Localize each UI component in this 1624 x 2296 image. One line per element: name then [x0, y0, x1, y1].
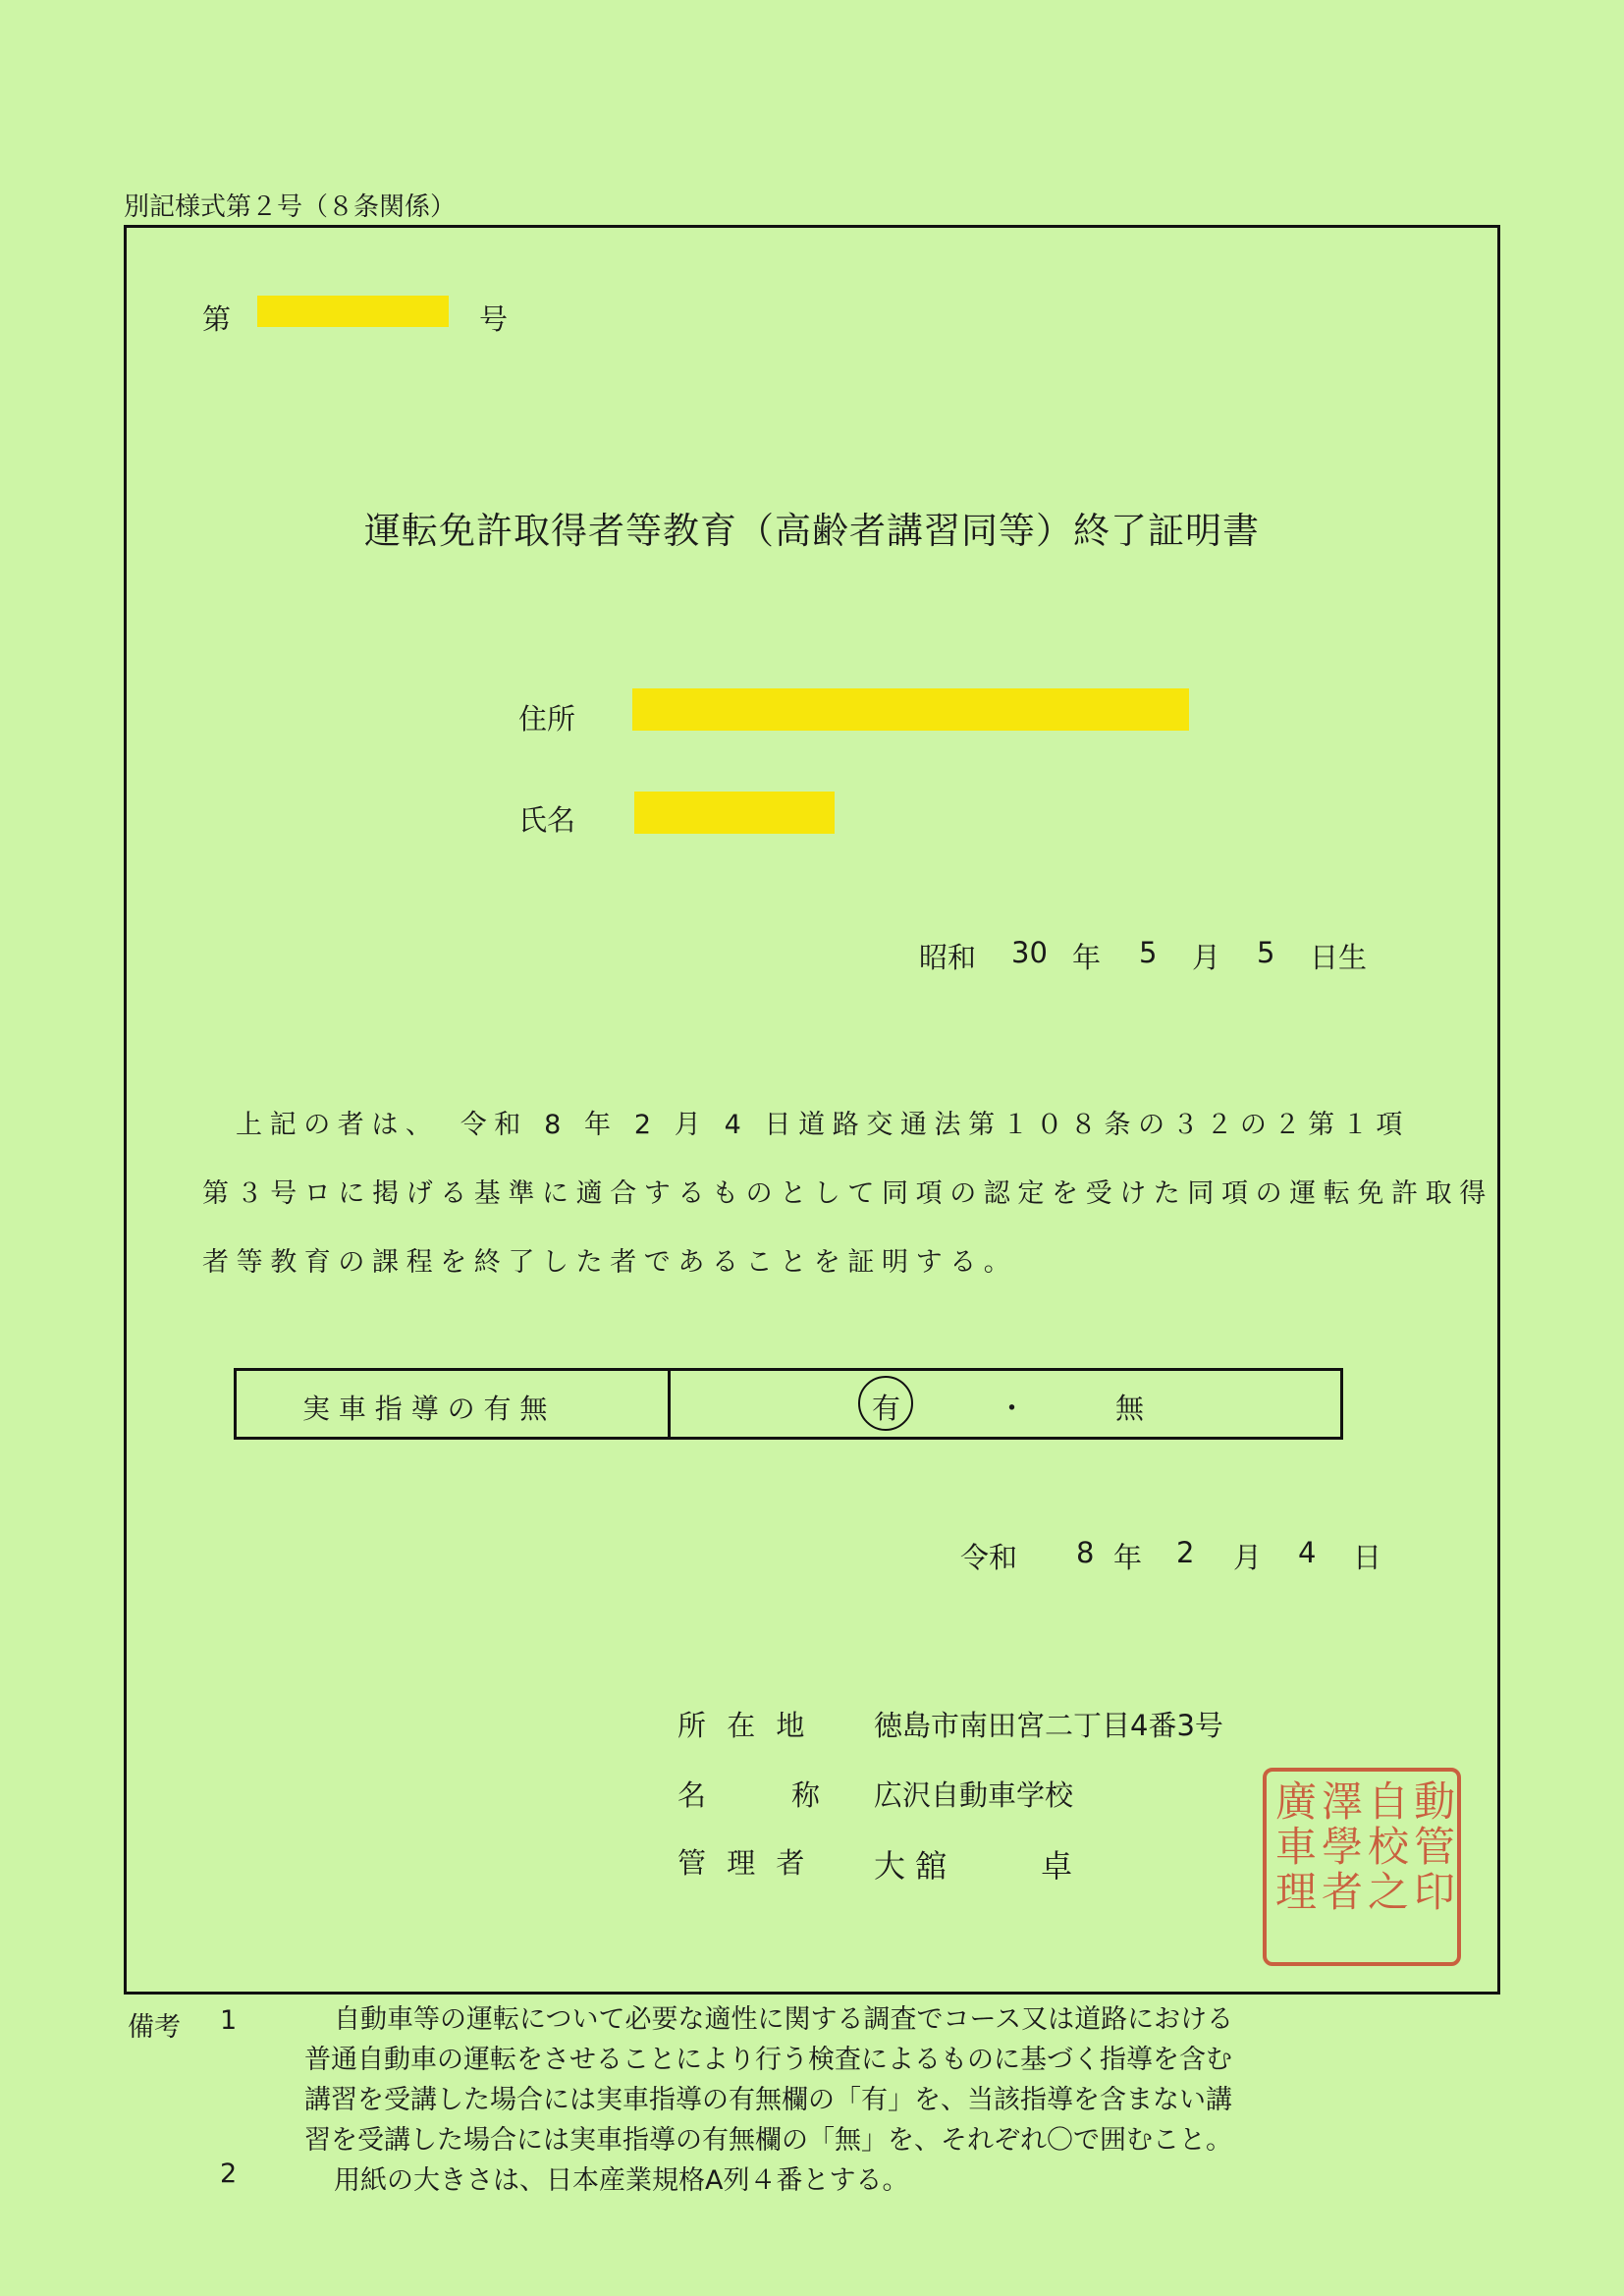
issue-day: 4	[1298, 1536, 1317, 1569]
option-yes: 有	[872, 1392, 901, 1425]
manager-label: 管 理 者	[677, 1846, 811, 1880]
birth-month: 5	[1139, 936, 1158, 969]
note-2-number: 2	[220, 2159, 238, 2189]
issue-day-unit: 日	[1353, 1541, 1382, 1574]
issue-month: 2	[1176, 1536, 1195, 1569]
issue-year: 8	[1076, 1536, 1095, 1569]
seal-char: 學	[1321, 1823, 1363, 1871]
birth-year-unit: 年	[1072, 941, 1102, 974]
number-suffix: 号	[479, 302, 509, 336]
school-name-value: 広沢自動車学校	[874, 1778, 1074, 1812]
seal-char: 管	[1413, 1823, 1455, 1871]
body-line-1: 上記の者は、 令和 8 年 2 月 4 日道路交通法第１０８条の３２の２第１項	[236, 1110, 1410, 1140]
issue-year-unit: 年	[1113, 1541, 1143, 1574]
note-1-line-1: 自動車等の運転について必要な適性に関する調査でコース又は道路における	[334, 2004, 1234, 2035]
seal-column-4	[1413, 1777, 1456, 1916]
birth-day-unit: 日生	[1310, 941, 1368, 974]
seal-char: 校	[1367, 1823, 1409, 1871]
birth-month-unit: 月	[1192, 941, 1221, 974]
note-1-line-3: 講習を受講した場合には実車指導の有無欄の「有」を、当該指導を含まない講	[304, 2085, 1232, 2115]
seal-column-1	[1274, 1777, 1318, 1916]
certificate-title: 運転免許取得者等教育（高齢者講習同等）終了証明書	[364, 510, 1260, 552]
seal-column-3	[1367, 1777, 1410, 1916]
option-separator: ・	[998, 1392, 1027, 1425]
school-seal-stamp	[1263, 1768, 1461, 1966]
name-label: 氏名	[518, 803, 576, 837]
redacted-address	[632, 688, 1189, 731]
school-name-label: 名 称	[677, 1778, 821, 1812]
seal-char: 車	[1274, 1823, 1317, 1871]
issue-era: 令和	[960, 1541, 1018, 1574]
notes-heading: 備考	[128, 2012, 181, 2043]
number-prefix: 第	[202, 302, 232, 336]
note-1-line-2: 普通自動車の運転をさせることにより行う検査によるものに基づく指導を含む	[304, 2045, 1232, 2075]
note-1-number: 1	[220, 2005, 238, 2036]
option-no: 無	[1115, 1392, 1145, 1425]
seal-char: 自	[1367, 1777, 1409, 1826]
practical-training-label: 実 車 指 導 の 有 無	[302, 1393, 548, 1425]
body-line-3: 者等教育の課程を終了した者であることを証明する。	[202, 1247, 1018, 1278]
note-1-line-4: 習を受講した場合には実車指導の有無欄の「無」を、それぞれ〇で囲むこと。	[304, 2125, 1232, 2156]
redacted-number	[257, 296, 449, 327]
manager-name: 大 舘 卓	[874, 1847, 1073, 1885]
seal-char: 動	[1413, 1777, 1455, 1826]
form-number-label: 別記様式第２号（８条関係）	[124, 192, 457, 222]
birth-day: 5	[1257, 936, 1275, 969]
table-divider	[668, 1368, 671, 1440]
redacted-name	[634, 792, 835, 834]
location-value: 徳島市南田宮二丁目4番3号	[874, 1709, 1223, 1742]
birth-era: 昭和	[919, 941, 977, 974]
body-line-2: 第３号ロに掲げる基準に適合するものとして同項の認定を受けた同項の運転免許取得	[202, 1178, 1493, 1209]
seal-char: 廣	[1274, 1777, 1317, 1826]
seal-char: 者	[1321, 1868, 1363, 1916]
note-2-text: 用紙の大きさは、日本産業規格A列４番とする。	[334, 2165, 909, 2196]
seal-column-2	[1321, 1777, 1364, 1916]
seal-char: 澤	[1321, 1777, 1363, 1826]
seal-char: 理	[1274, 1868, 1317, 1916]
birth-year: 30	[1011, 936, 1048, 969]
seal-char: 之	[1367, 1868, 1409, 1916]
location-label: 所 在 地	[677, 1709, 811, 1742]
address-label: 住所	[518, 702, 576, 736]
issue-month-unit: 月	[1233, 1541, 1263, 1574]
seal-char: 印	[1413, 1868, 1455, 1916]
